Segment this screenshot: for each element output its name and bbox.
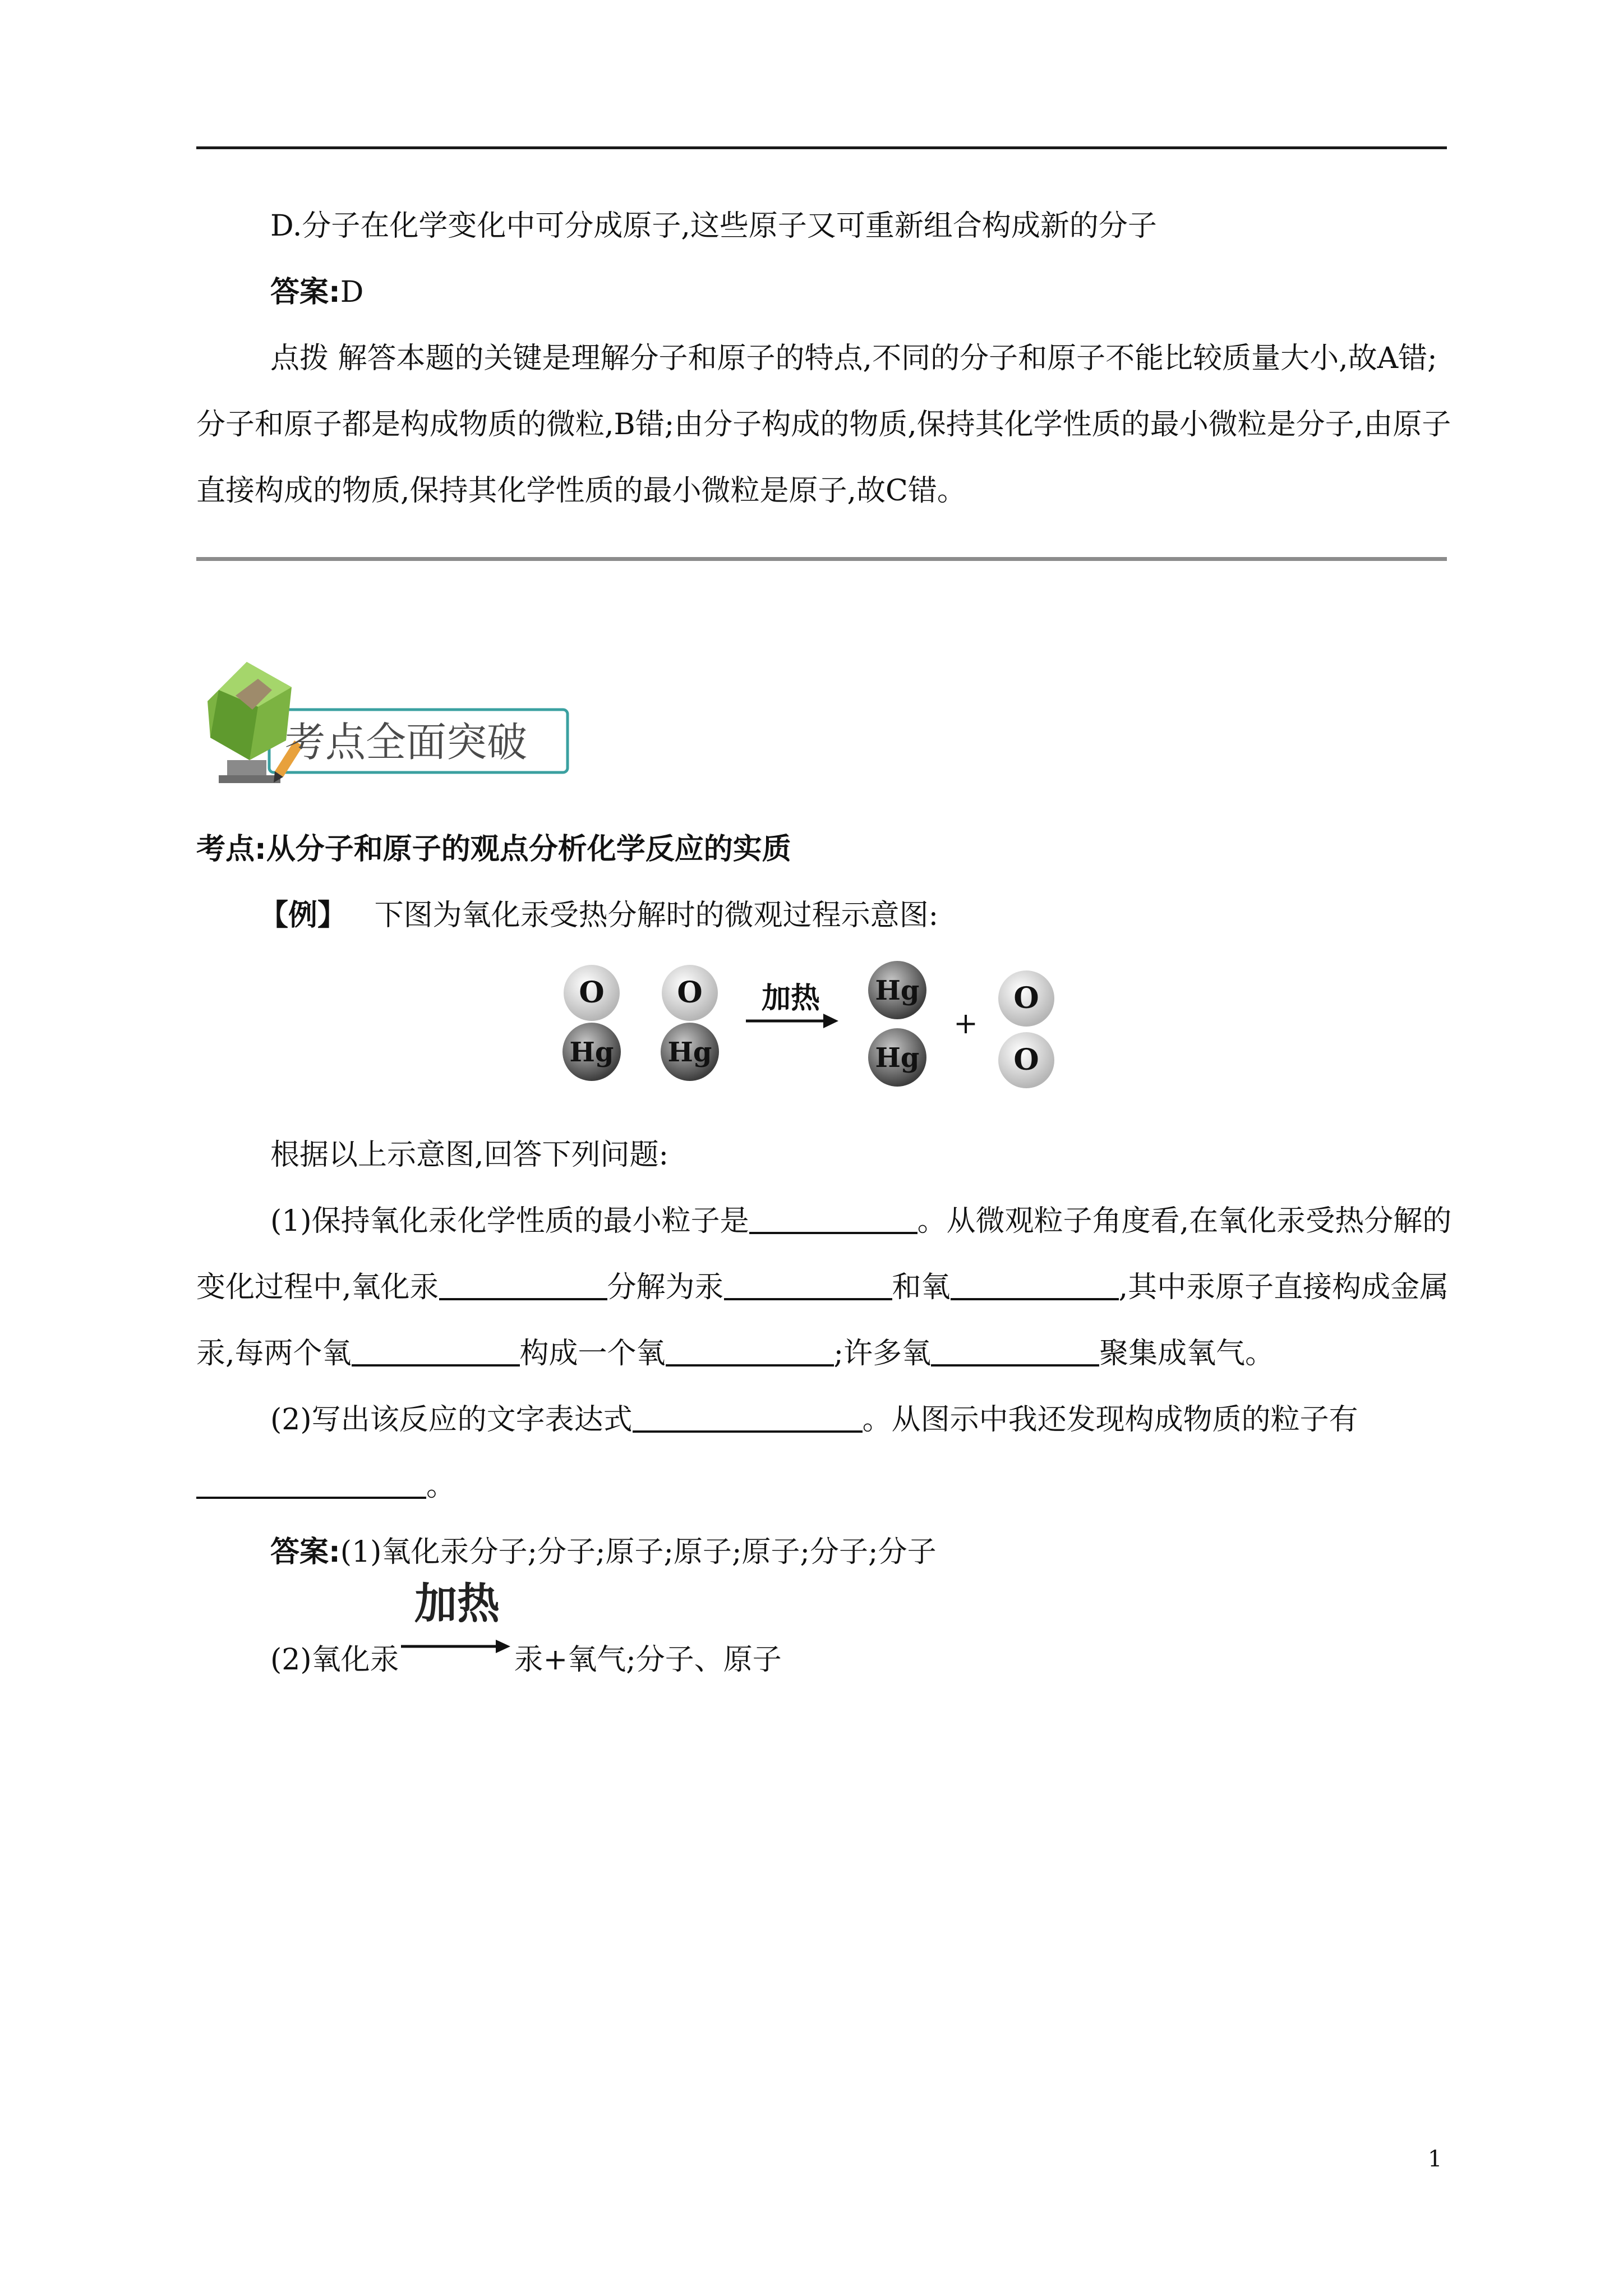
point-title: 考点:从分子和原子的观点分析化学反应的实质 [196,832,791,866]
answer-reaction-arrow [398,1579,516,1663]
answer-1 [196,259,1453,325]
question-1: (1)保持氧化汞化学性质的最小粒子是 。从微观粒子角度看,在氧化汞受热分解的变化过程中,氧化汞 分解为汞 和氧 ,其中汞原子直接构成金属汞,每两个氧 构成一个氧 ;许多氧 聚集成氧气。 [196,1188,1453,1387]
section-badge [196,656,572,797]
answer-2 [196,1519,1453,1585]
oxygen-atom-label: O [1013,1043,1039,1077]
oxygen-atom-label: O [1013,981,1039,1015]
answer-blank[interactable] [666,1335,834,1366]
oxygen-molecule [998,970,1054,1088]
mercury-atom-label: Hg [875,1042,920,1074]
example-line [259,882,1454,949]
reaction-diagram [555,956,1071,1102]
answer-2-equation: (2)氧化汞 汞+氧气;分子、原子 [270,1643,782,1677]
oxygen-atom-label: O [677,976,703,1010]
answer-blank[interactable] [724,1269,892,1300]
answer-blank[interactable] [931,1335,1099,1366]
answer-part1: (1)氧化汞分子;分子;原子;原子;原子;分子;分子 [340,1535,937,1569]
answer-blank[interactable] [633,1401,863,1433]
hgo-molecule-2 [661,965,719,1081]
hint-label: 点拨 [270,342,329,375]
plus-sign: + [953,1007,978,1041]
question-2: (2)写出该反应的文字表达式 。从图示中我还发现构成物质的粒子有。 [196,1387,1453,1519]
mercury-atom-label: Hg [875,975,920,1006]
heating-condition: 加热 [761,982,820,1015]
page-number: 1 [1428,2146,1442,2172]
answer-blank[interactable] [439,1269,607,1300]
mercury-atom-label: Hg [569,1037,614,1068]
answer-label: 答案: [270,275,340,309]
example-text: 下图为氧化汞受热分解时的微观过程示意图: [374,899,939,932]
badge-text: 考点全面突破 [285,719,528,766]
answer-value: D [340,275,364,309]
hgo-molecule-1 [562,965,621,1081]
reaction-arrow [746,1014,838,1028]
answer-heating-condition: 加热 [414,1579,500,1628]
hint-text: 解答本题的关键是理解分子和原子的特点,不同的分子和原子不能比较质量大小,故A错;分子和原子都是构成物质的微粒,B错;由分子构成的物质,保持其化学性质的最小微粒是分子,由原子直接构成的物质,保持其化学性质的最小微粒是原子,故C错。 [196,342,1451,508]
oxygen-atom-label: O [579,976,605,1010]
mercury-atom-label: Hg [667,1037,712,1068]
instruction: 根据以上示意图,回答下列问题: [270,1138,669,1172]
header-rule [196,146,1447,149]
hint-paragraph [196,325,1453,524]
answer-blank[interactable] [196,1467,426,1499]
answer-blank[interactable] [951,1269,1119,1300]
section-divider [196,557,1447,561]
answer-blank[interactable] [352,1335,520,1366]
answer-label: 答案: [270,1535,340,1569]
answer-blank[interactable] [749,1203,917,1234]
example-label: 【例】 [259,899,347,932]
option-d: D.分子在化学变化中可分成原子,这些原子又可重新组合构成新的分子 [270,209,1157,243]
mercury-atoms [868,961,926,1087]
